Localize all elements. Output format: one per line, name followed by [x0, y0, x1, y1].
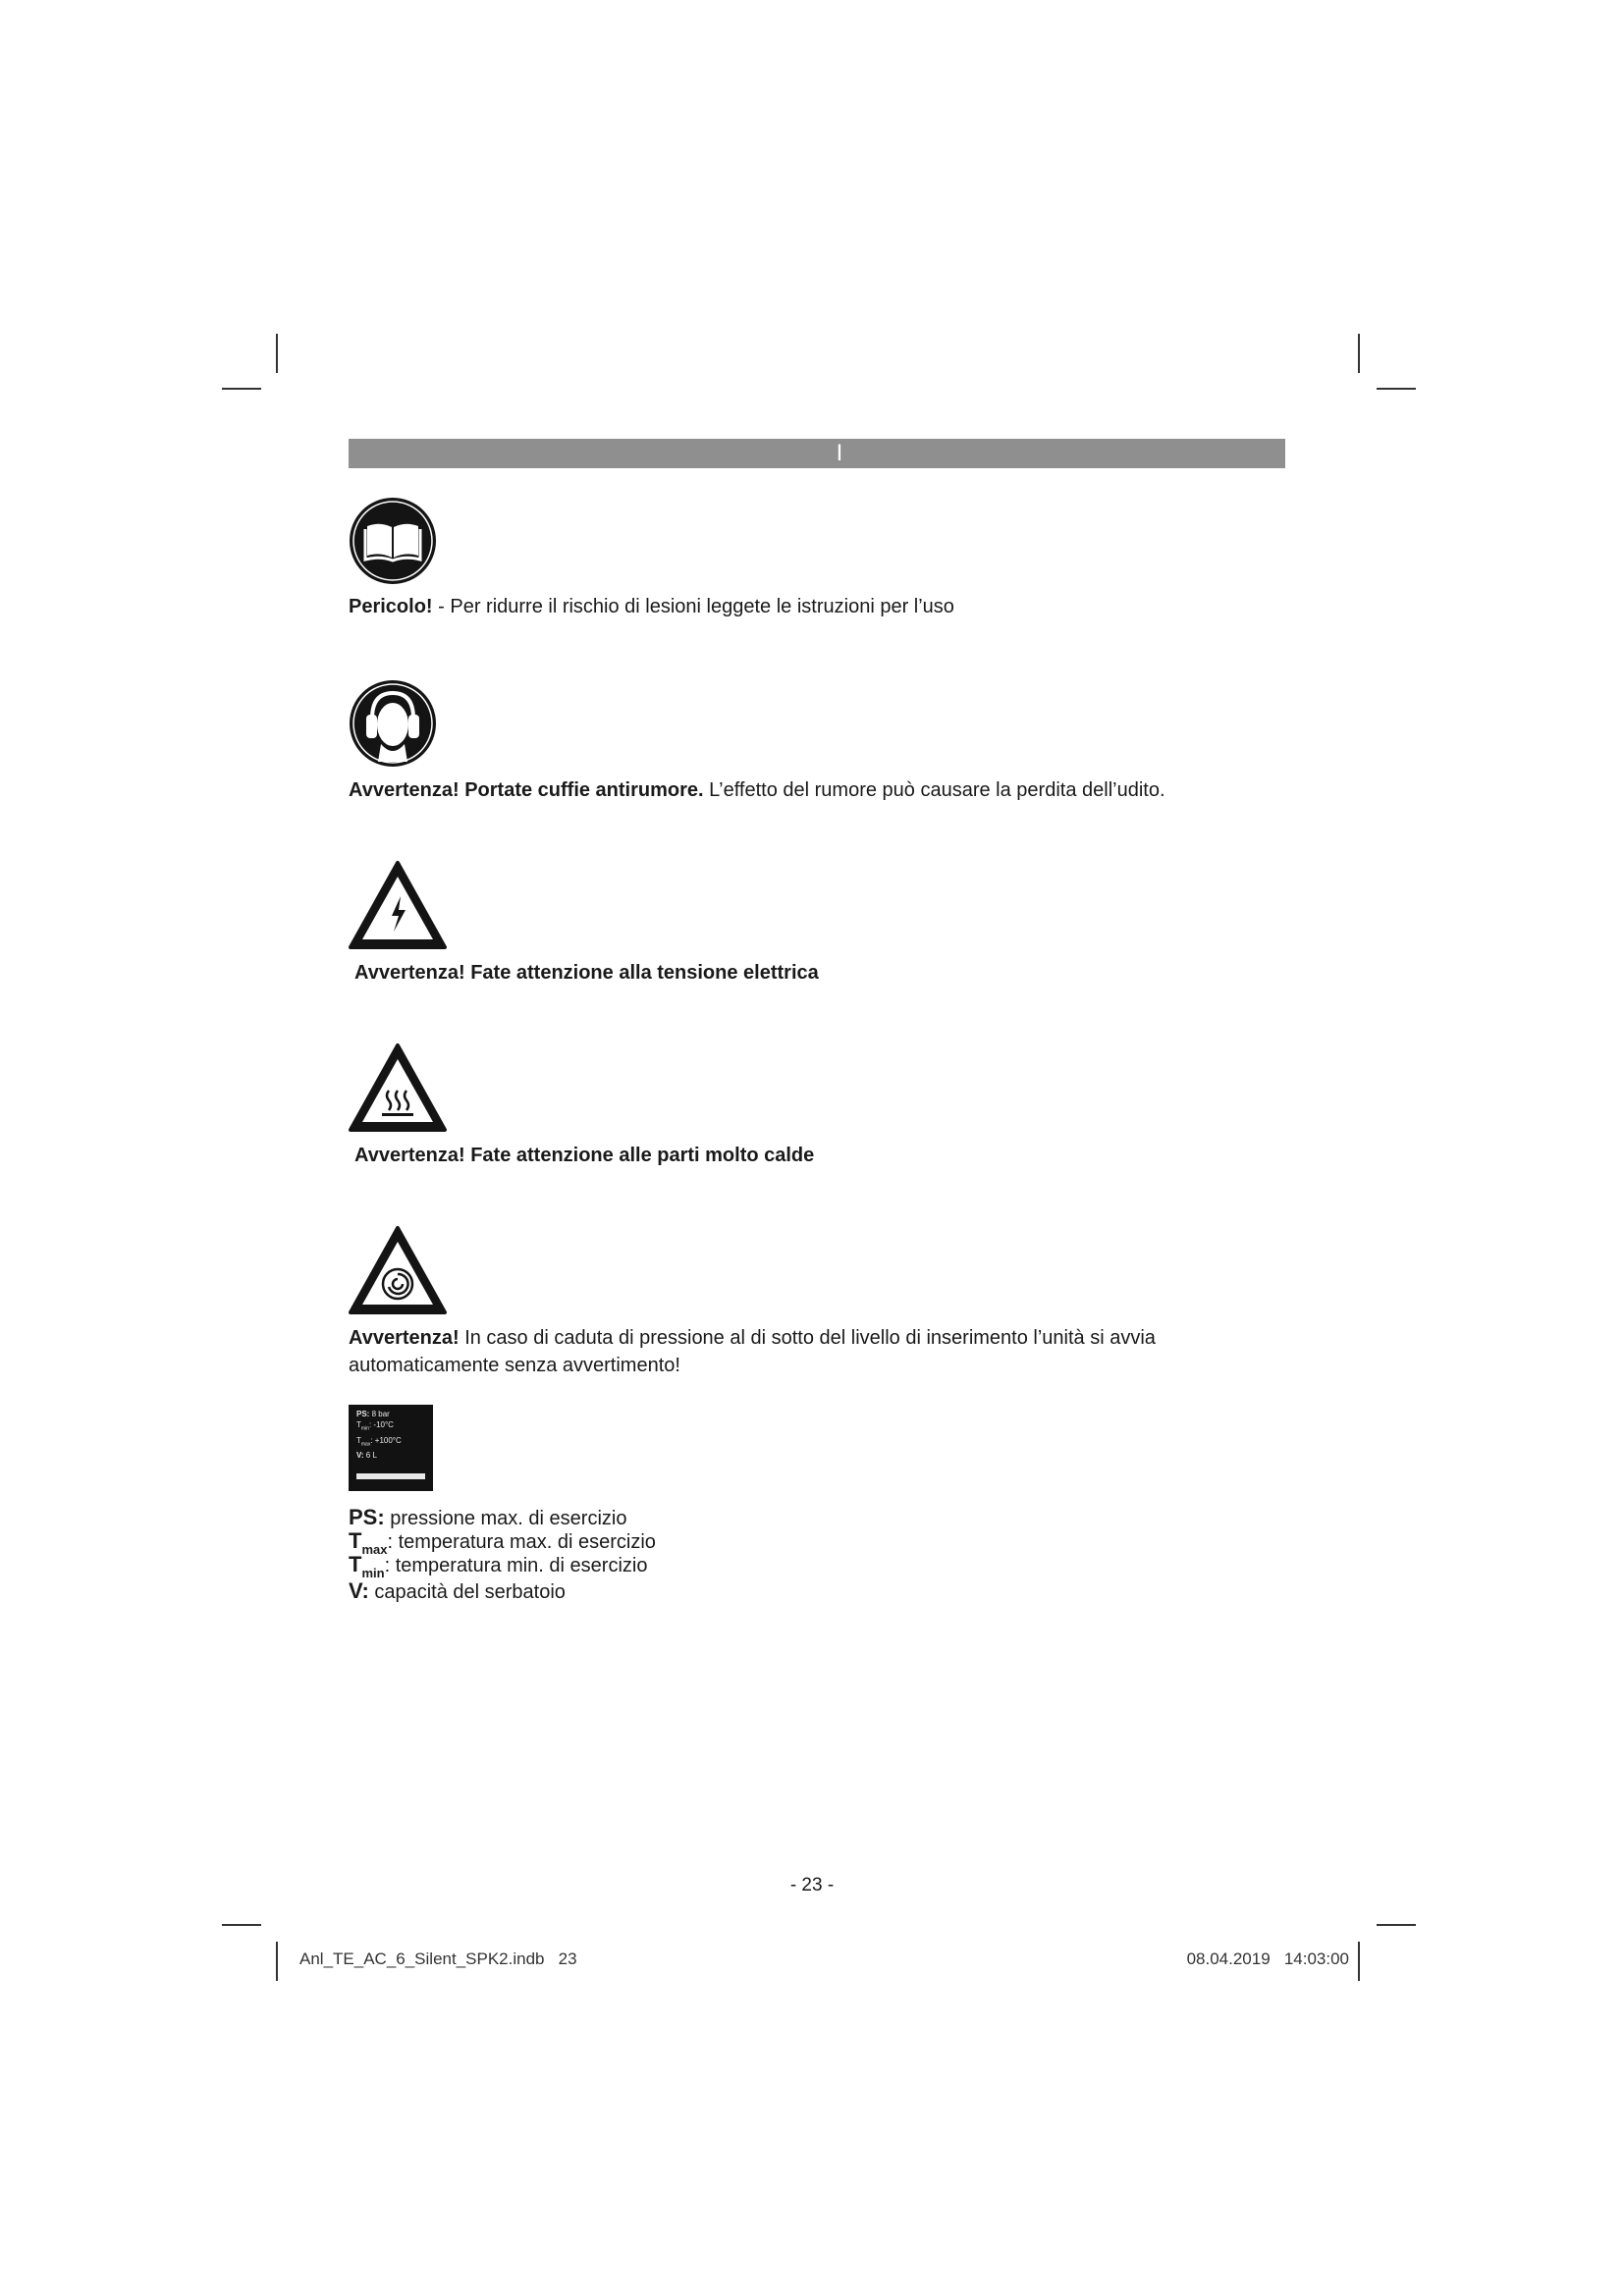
warning-electric-voltage-text: [354, 959, 819, 987]
section-text: L’effetto del rumore può causare la perdita dell’udito.: [703, 779, 1165, 801]
header-bar: [349, 439, 1285, 468]
crop-mark: [222, 388, 261, 390]
section-title: Avvertenza!: [349, 1327, 460, 1349]
crop-mark: [276, 334, 278, 373]
section-title: Pericolo!: [349, 596, 433, 617]
warning-ear-protection-text: [349, 776, 1165, 804]
plate-tmax: $T_{max}$: +100°C: [356, 1435, 402, 1448]
hot-surface-warning-icon: [347, 1041, 449, 1136]
plate-ps: PS: 8 bar: [356, 1410, 390, 1418]
section-text: In caso di caduta di pressione al di sotto del livello di inserimento l’unità si avvia automaticamente senza avvertimento!: [349, 1327, 1156, 1376]
plate-tmin: $T_{min}$: -10°C: [356, 1420, 394, 1432]
page-number: - 23 -: [789, 1875, 835, 1896]
legend-tmin: $T_{min}$: temperatura min. di esercizio: [349, 1552, 648, 1580]
crop-mark: [222, 1924, 261, 1926]
footer-filename: Anl_TE_AC_6_Silent_SPK2.indb 23: [299, 1949, 577, 1968]
crop-mark: [1377, 388, 1416, 390]
warning-automatic-start-text: [349, 1324, 1286, 1379]
danger-read-manual-text: [349, 593, 954, 620]
rating-plate: [349, 1405, 433, 1491]
legend-v: V: capacità del serbatoio: [349, 1578, 566, 1603]
crop-mark: [1377, 1924, 1416, 1926]
section-title: Avvertenza! Fate attenzione alla tensione elettrica: [354, 962, 819, 984]
automatic-start-warning-icon: [347, 1224, 449, 1318]
footer-datetime: 08.04.2019 14:03:00: [1186, 1949, 1349, 1968]
crop-mark: [276, 1942, 278, 1981]
crop-mark: [1358, 334, 1360, 373]
section-text: - Per ridurre il rischio di lesioni leggete le istruzioni per l’uso: [432, 596, 954, 617]
section-title: Avvertenza! Fate attenzione alle parti molto calde: [354, 1145, 815, 1166]
section-title: Avvertenza! Portate cuffie antirumore.: [349, 779, 704, 801]
language-code: I: [836, 440, 843, 466]
legend-ps: PS: pressione max. di esercizio: [349, 1505, 627, 1529]
electric-voltage-warning-icon: [347, 859, 449, 953]
crop-mark: [1358, 1942, 1360, 1981]
warning-hot-surface-text: [354, 1142, 814, 1169]
plate-v: V: 6 L: [356, 1451, 377, 1461]
ear-protection-icon: [349, 679, 437, 768]
legend-tmax: $T_{max}$: temperatura max. di esercizio: [349, 1528, 656, 1557]
plate-bar: [356, 1473, 425, 1479]
read-manual-icon: [349, 497, 437, 585]
